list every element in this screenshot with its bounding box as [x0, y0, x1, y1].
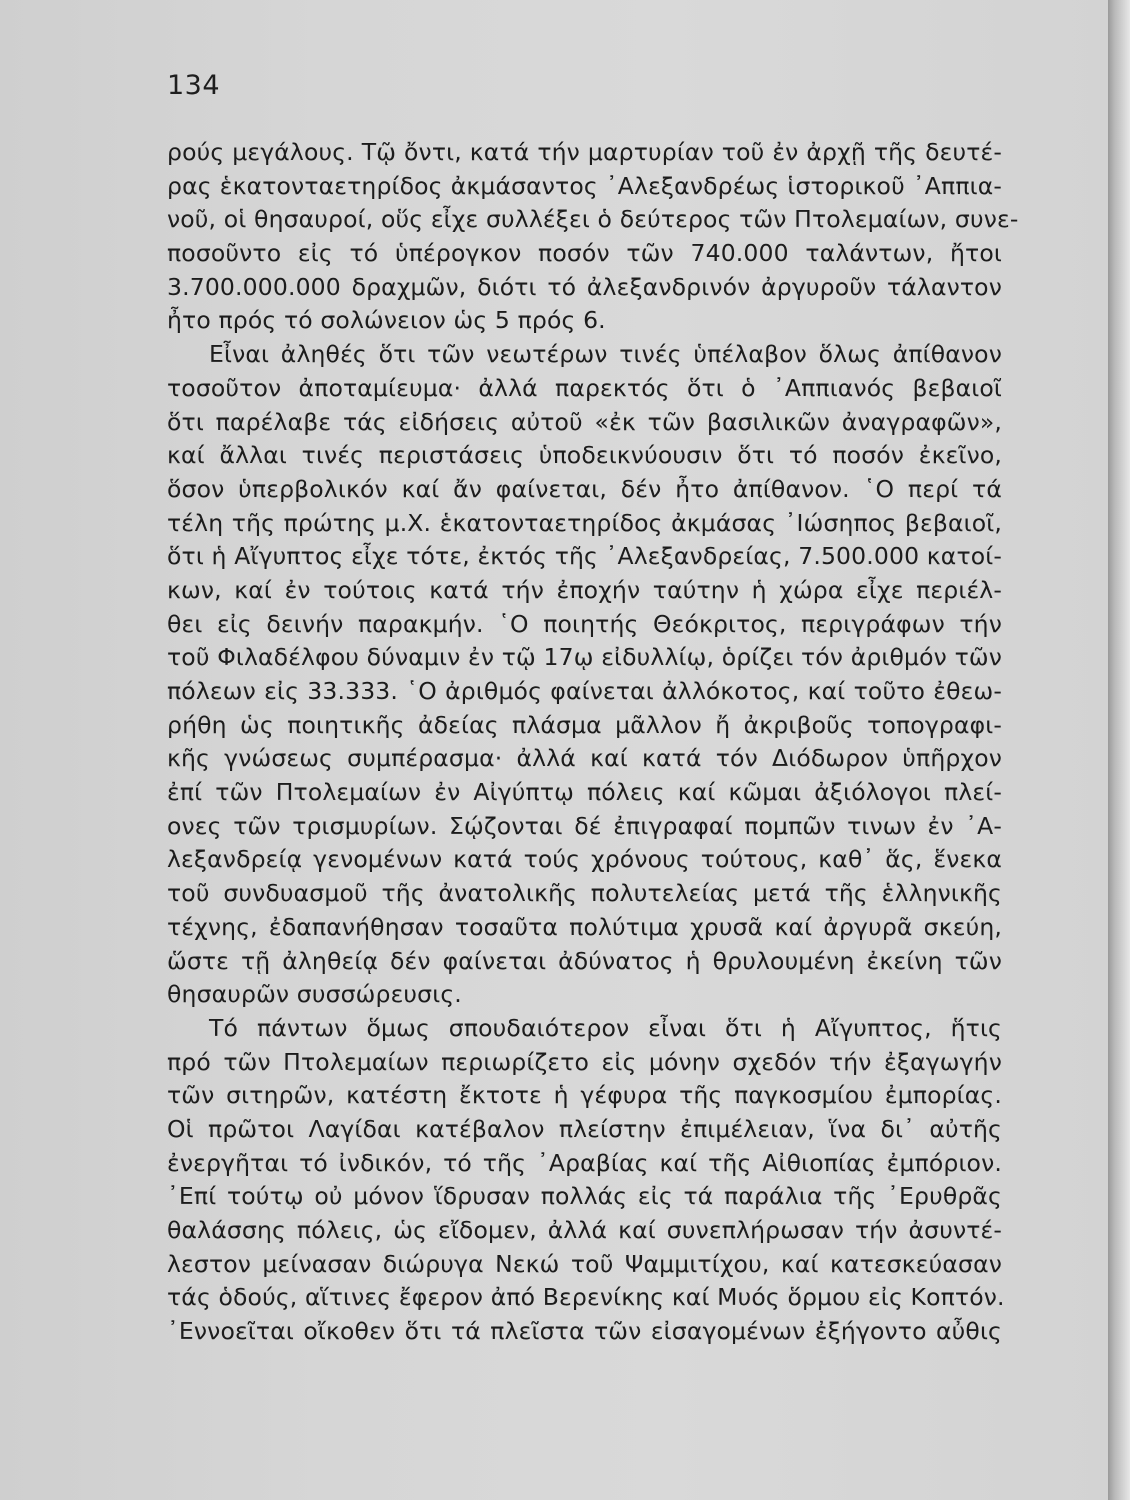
text-line: ὅτι ἡ Αἴγυπτος εἶχε τότε, ἐκτός τῆς ᾿Αλεξανδρείας, 7.500.000 κατοί-	[167, 542, 1002, 571]
text-line: 3.700.000.000 δραχμῶν, διότι τό ἀλεξανδρινόν ἀργυροῦν τάλαντον	[167, 272, 1002, 301]
body-text	[167, 136, 1019, 1349]
text-line: θει εἰς δεινήν παρακμήν. ῾Ο ποιητής Θεόκριτος, περιγράφων τήν	[167, 609, 1002, 638]
text-line: θαλάσσης πόλεις, ὡς εἴδομεν, ἀλλά καί συνεπλήρωσαν τήν ἀσυντέ-	[167, 1216, 1002, 1244]
text-line: τοῦ συνδυασμοῦ τῆς ἀνατολικῆς πολυτελείας μετά τῆς ἑλληνικῆς	[167, 879, 1002, 908]
text-line: ὅσον ὑπερβολικόν καί ἄν φαίνεται, δέν ἦτο ἀπίθανον. ῾Ο περί τά	[167, 474, 1002, 503]
text-line: τέλη τῆς πρώτης μ.Χ. ἑκατονταετηρίδος ἀκμάσας ᾿Ιώσηπος βεβαιοῖ,	[167, 508, 1002, 537]
text-line: Οἱ πρῶτοι Λαγίδαι κατέβαλον πλείστην ἐπιμέλειαν, ἵνα δι᾿ αὐτῆς	[167, 1114, 1002, 1143]
page-number: 134	[167, 70, 221, 101]
text-line: ὅτι παρέλαβε τάς εἰδήσεις αὐτοῦ «ἐκ τῶν βασιλικῶν ἀναγραφῶν»,	[167, 407, 1002, 436]
text-line: κων, καί ἐν τούτοις κατά τήν ἐποχήν ταύτην ἡ χώρα εἶχε περιέλ-	[167, 575, 1002, 604]
text-line: λεστον μείνασαν διώρυγα Νεκώ τοῦ Ψαμμιτίχου, καί κατεσκεύασαν	[167, 1249, 1002, 1278]
text-line: τοσοῦτον ἀποταμίευμα· ἀλλά παρεκτός ὅτι ὁ ᾿Αππιανός βεβαιοῖ	[167, 373, 1002, 402]
text-line: νοῦ, οἱ θησαυροί, οὕς εἶχε συλλέξει ὁ δεύτερος τῶν Πτολεμαίων, συνε-	[167, 205, 1019, 234]
text-line: τέχνης, ἐδαπανήθησαν τοσαῦτα πολύτιμα χρυσᾶ καί ἀργυρᾶ σκεύη,	[167, 912, 1002, 941]
text-line: τάς ὁδούς, αἵτινες ἔφερον ἀπό Βερενίκης καί Μυός ὅρμου εἰς Κοπτόν.	[167, 1283, 1005, 1312]
text-line: ἐπί τῶν Πτολεμαίων ἐν Αἰγύπτῳ πόλεις καί κῶμαι ἀξιόλογοι πλεί-	[167, 778, 1002, 807]
text-line: ποσοῦντο εἰς τό ὑπέρογκον ποσόν τῶν 740.000 ταλάντων, ἤτοι	[167, 239, 1002, 268]
text-line: Εἶναι ἀληθές ὅτι τῶν νεωτέρων τινές ὑπέλαβον ὅλως ἀπίθανον	[209, 340, 1002, 369]
text-line: τῶν σιτηρῶν, κατέστη ἔκτοτε ἡ γέφυρα τῆς παγκοσμίου ἐμπορίας.	[167, 1081, 1002, 1110]
text-line: ονες τῶν τρισμυρίων. Σῴζονται δέ ἐπιγραφαί πομπῶν τινων ἐν ᾿Α-	[167, 811, 1002, 840]
text-line: ρούς μεγάλους. Τῷ ὄντι, κατά τήν μαρτυρίαν τοῦ ἐν ἀρχῇ τῆς δευτέ-	[167, 138, 1002, 166]
page-edge	[1108, 0, 1130, 1500]
text-line: Τό πάντων ὅμως σπουδαιότερον εἶναι ὅτι ἡ Αἴγυπτος, ἥτις	[209, 1013, 1002, 1042]
text-line: ᾿Επί τούτῳ οὐ μόνον ἵδρυσαν πολλάς εἰς τά παράλια τῆς ᾿Ερυθρᾶς	[167, 1182, 1002, 1211]
text-line: ρήθη ὡς ποιητικῆς ἀδείας πλάσμα μᾶλλον ἤ ἀκριβοῦς τοπογραφι-	[167, 710, 1002, 739]
text-line: καί ἄλλαι τινές περιστάσεις ὑποδεικνύουσιν ὅτι τό ποσόν ἐκεῖνο,	[167, 441, 1002, 470]
text-line: πόλεων εἰς 33.333. ῾Ο ἀριθμός φαίνεται ἀλλόκοτος, καί τοῦτο ἐθεω-	[167, 677, 1002, 705]
text-line: κῆς γνώσεως συμπέρασμα· ἀλλά καί κατά τόν Διόδωρον ὑπῆρχον	[167, 744, 1002, 773]
text-line: ᾿Εννοεῖται οἴκοθεν ὅτι τά πλεῖστα τῶν εἰσαγομένων ἐξήγοντο αὖθις	[167, 1317, 1002, 1346]
text-line: τοῦ Φιλαδέλφου δύναμιν ἐν τῷ 17ῳ εἰδυλλίῳ, ὁρίζει τόν ἀριθμόν τῶν	[167, 643, 1002, 672]
text-line: ἦτο πρός τό σολώνειον ὡς 5 πρός 6.	[167, 306, 606, 335]
text-line: θησαυρῶν συσσώρευσις.	[167, 980, 462, 1009]
text-line: ρας ἑκατονταετηρίδος ἀκμάσαντος ᾿Αλεξανδρέως ἱστορικοῦ ᾿Αππια-	[167, 171, 1002, 200]
text-line: πρό τῶν Πτολεμαίων περιωρίζετο εἰς μόνην σχεδόν τήν ἐξαγωγήν	[167, 1047, 1002, 1076]
text-line: ὥστε τῇ ἀληθείᾳ δέν φαίνεται ἀδύνατος ἡ θρυλουμένη ἐκείνη τῶν	[167, 946, 1002, 975]
text-line: ἐνεργῆται τό ἰνδικόν, τό τῆς ᾿Αραβίας καί τῆς Αἰθιοπίας ἐμπόριον.	[167, 1148, 1002, 1177]
text-line: λεξανδρείᾳ γενομένων κατά τούς χρόνους τούτους, καθ᾿ ἅς, ἕνεκα	[167, 845, 1002, 874]
